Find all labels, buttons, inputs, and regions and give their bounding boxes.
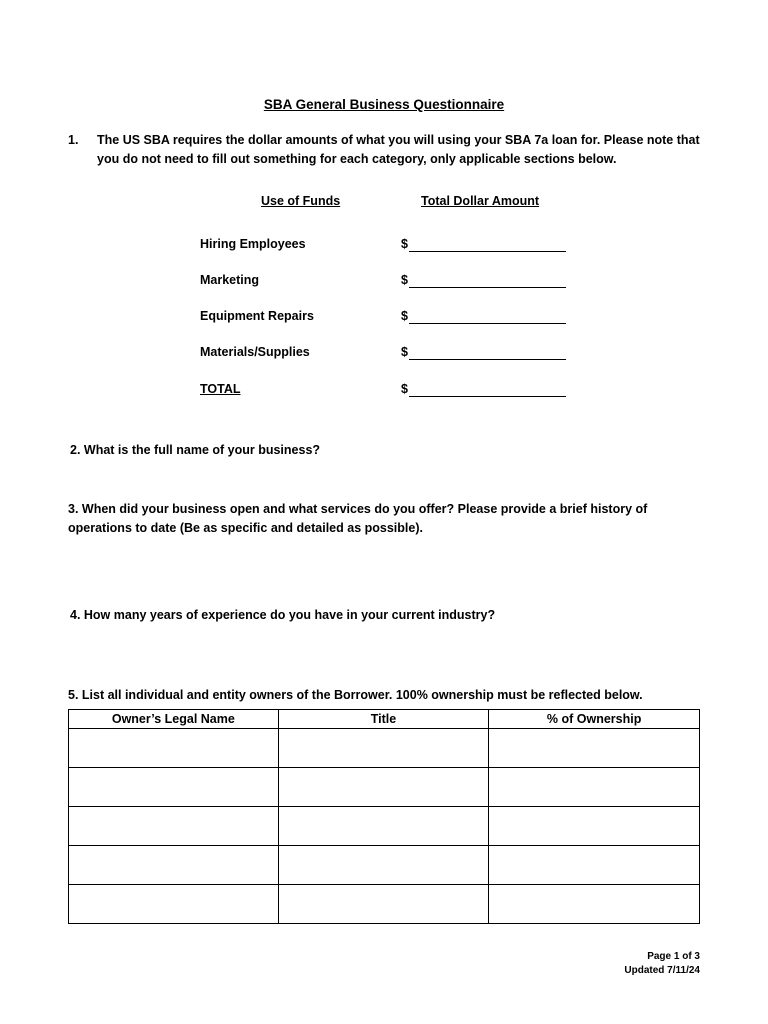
fund-label: Marketing — [200, 273, 260, 287]
owner-percent-cell[interactable] — [489, 846, 700, 885]
fund-row-hiring-employees — [200, 237, 580, 255]
owner-title-cell[interactable] — [278, 807, 489, 846]
question-4: 4. How many years of experience do you have in your current industry? — [70, 608, 496, 622]
question-2: 2. What is the full name of your business? — [70, 443, 321, 457]
table-row — [69, 885, 700, 924]
table-row — [69, 768, 700, 807]
amount-blank-line[interactable] — [409, 323, 566, 324]
title-header: Title — [278, 710, 489, 729]
table-row — [69, 807, 700, 846]
fund-label-total: TOTAL — [200, 382, 241, 396]
page-footer — [624, 950, 700, 978]
amount-blank-line[interactable] — [409, 287, 566, 288]
currency-symbol: $ — [401, 309, 408, 323]
question-5: 5. List all individual and entity owners of the Borrower. 100% ownership must be reflected below. — [68, 688, 643, 702]
page-number: Page 1 of 3 — [647, 951, 700, 962]
owner-name-cell[interactable] — [69, 807, 279, 846]
owner-title-cell[interactable] — [278, 768, 489, 807]
owner-name-cell[interactable] — [69, 846, 279, 885]
owner-name-cell[interactable] — [69, 768, 279, 807]
ownership-percent-header: % of Ownership — [489, 710, 700, 729]
fund-label: Equipment Repairs — [200, 309, 314, 323]
owner-percent-cell[interactable] — [489, 885, 700, 924]
fund-label: Materials/Supplies — [200, 345, 310, 359]
owner-legal-name-header: Owner’s Legal Name — [69, 710, 279, 729]
currency-symbol: $ — [401, 273, 408, 287]
owners-table — [68, 709, 700, 924]
owner-percent-cell[interactable] — [489, 768, 700, 807]
currency-symbol: $ — [401, 382, 408, 396]
owner-title-cell[interactable] — [278, 885, 489, 924]
question-1-text: The US SBA requires the dollar amounts of what you will using your SBA 7a loan for. Please note that you do not need to fill out something for each category, only applicable sections below. — [97, 133, 700, 166]
fund-row-materials-supplies — [200, 345, 580, 363]
owner-name-cell[interactable] — [69, 729, 279, 768]
owner-title-cell[interactable] — [278, 729, 489, 768]
amount-blank-line[interactable] — [409, 396, 566, 397]
use-of-funds-header: Use of Funds — [261, 194, 341, 208]
owner-name-cell[interactable] — [69, 885, 279, 924]
amount-blank-line[interactable] — [409, 359, 566, 360]
question-1-number: 1. — [68, 133, 79, 147]
currency-symbol: $ — [401, 237, 408, 251]
total-dollar-amount-header: Total Dollar Amount — [421, 194, 540, 208]
document-title: SBA General Business Questionnaire — [263, 97, 505, 112]
owner-percent-cell[interactable] — [489, 807, 700, 846]
updated-date: Updated 7/11/24 — [624, 965, 700, 976]
question-3: 3. When did your business open and what services do you offer? Please provide a brief history of operations to date (Be as specific and detailed as possible). — [68, 502, 648, 535]
owners-table-header-row — [69, 710, 700, 729]
fund-row-total — [200, 382, 580, 400]
amount-blank-line[interactable] — [409, 251, 566, 252]
fund-row-marketing — [200, 273, 580, 291]
fund-label: Hiring Employees — [200, 237, 306, 251]
table-row — [69, 729, 700, 768]
currency-symbol: $ — [401, 345, 408, 359]
fund-row-equipment-repairs — [200, 309, 580, 327]
owner-title-cell[interactable] — [278, 846, 489, 885]
table-row — [69, 846, 700, 885]
owner-percent-cell[interactable] — [489, 729, 700, 768]
